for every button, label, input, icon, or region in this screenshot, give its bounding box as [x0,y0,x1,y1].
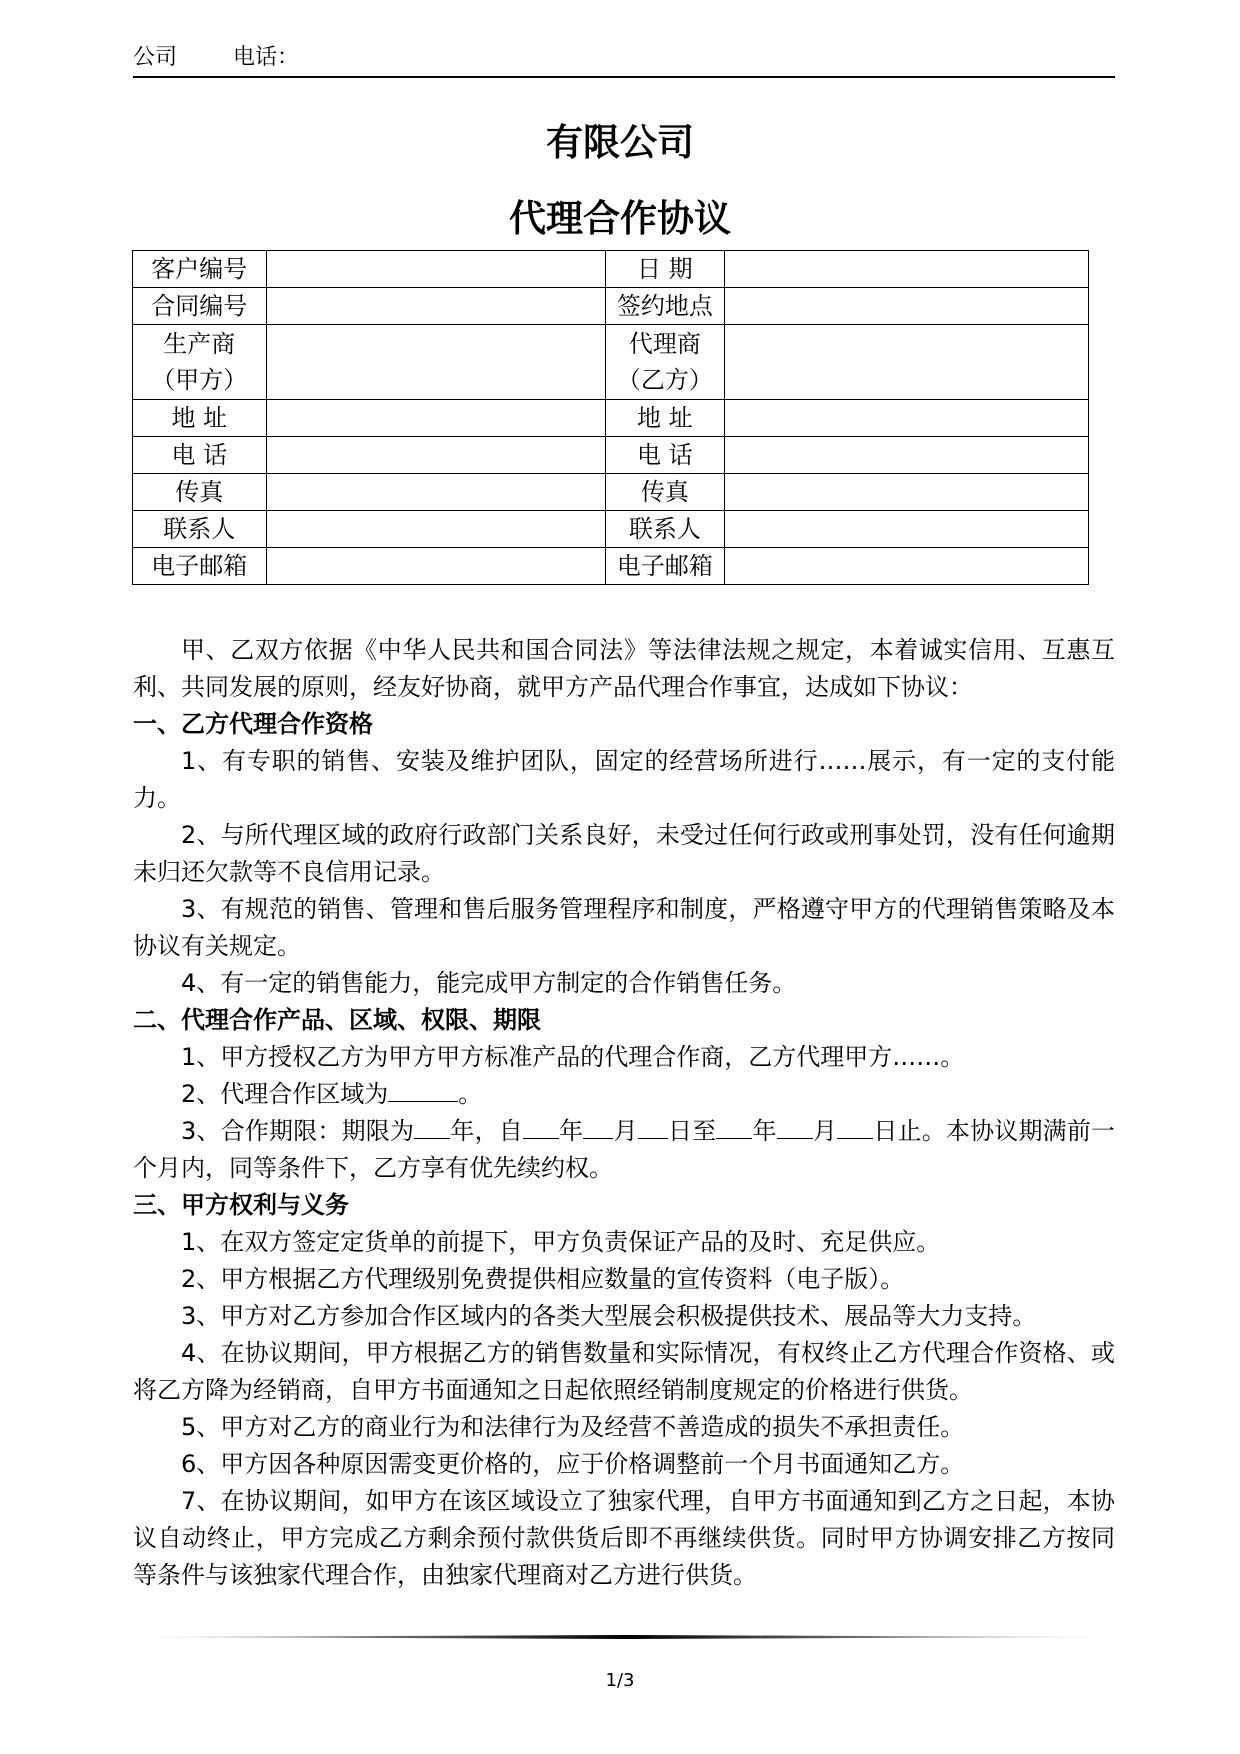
section-3-item: 5、甲方对乙方的商业行为和法律行为及经营不善造成的损失不承担责任。 [181,1413,965,1441]
value-contact-a[interactable] [266,511,605,548]
label-manufacturer [133,325,267,400]
term-blank[interactable] [837,1114,873,1139]
footer-divider [133,1635,1115,1639]
value-manufacturer[interactable] [266,325,605,400]
section-1-item: 3、有规范的销售、管理和售后服务管理程序和制度，严格遵守甲方的代理销售策略及本协议有关规定。 [133,895,1115,960]
table-row [133,548,1089,585]
section-3-item: 4、在协议期间，甲方根据乙方的销售数量和实际情况，有权终止乙方代理合作资格、或将乙方降为经销商，自甲方书面通知之日起依照经销制度规定的价格进行供货。 [133,1339,1115,1404]
value-customer-no[interactable] [266,251,605,288]
label-address-b: 地 址 [606,400,725,437]
section-2-heading: 二、代理合作产品、区域、权限、期限 [133,1006,541,1034]
section-1-item: 1、有专职的销售、安装及维护团队，固定的经营场所进行……展示，有一定的支付能力。 [133,747,1115,812]
header-phone-label: 电话： [233,45,300,70]
value-phone-b[interactable] [724,437,1088,474]
value-date[interactable] [724,251,1088,288]
value-email-b[interactable] [724,548,1088,585]
value-contract-no[interactable] [266,288,605,325]
term-blank[interactable] [638,1114,668,1139]
table-row [133,251,1089,288]
page-header [133,40,1115,78]
term-text: 年 [558,1117,584,1145]
header-company: 公司 [133,45,178,70]
value-contact-b[interactable] [724,511,1088,548]
term-blank[interactable] [583,1114,613,1139]
intro-paragraph: 甲、乙双方依据《中华人民共和国合同法》等法律法规之规定，本着诚实信用、互惠互利、共同发展的原则，经友好协商，就甲方产品代理合作事宜，达成如下协议： [133,636,1115,701]
value-agent[interactable] [724,325,1088,400]
table-row [133,511,1089,548]
label-email-a: 电子邮箱 [133,548,267,585]
value-fax-a[interactable] [266,474,605,511]
section-3-item: 7、在协议期间，如甲方在该区域设立了独家代理，自甲方书面通知到乙方之日起，本协议自动终止，甲方完成乙方剩余预付款供货后即不再继续供货。同时甲方协调安排乙方按同等条件与该独家代理合作，由独家代理商对乙方进行供货。 [133,1487,1115,1589]
term-text: 月 [812,1117,838,1145]
term-text: 日至 [667,1117,717,1145]
label-agent-line2: （乙方） [616,366,713,394]
label-contact-a: 联系人 [133,511,267,548]
label-manufacturer-line1: 生产商 [163,330,236,358]
label-manufacturer-line2: （甲方） [151,366,248,394]
section-2-item [133,1113,1115,1187]
term-blank[interactable] [716,1114,752,1139]
agreement-body [133,632,1115,1594]
value-signing-place[interactable] [724,288,1088,325]
section-3-item: 2、甲方根据乙方代理级别免费提供相应数量的宣传资料（电子版）。 [181,1265,905,1293]
label-customer-no: 客户编号 [133,251,267,288]
section-3-item: 1、在双方签定定货单的前提下，甲方负责保证产品的及时、充足供应。 [181,1228,941,1256]
table-row [133,400,1089,437]
document-title: 代理合作协议 [509,197,731,240]
page-number: 1/3 [605,1670,635,1691]
term-blank[interactable] [777,1114,813,1139]
section-3-item: 3、甲方对乙方参加合作区域内的各类大型展会积极提供技术、展品等大力支持。 [181,1302,1037,1330]
section-3-item: 6、甲方因各种原因需变更价格的，应于价格调整前一个月书面通知乙方。 [181,1450,965,1478]
label-phone-a: 电 话 [133,437,267,474]
label-contact-b: 联系人 [606,511,725,548]
term-text: 年 [752,1117,777,1145]
term-text: 月 [613,1117,638,1145]
region-text: 2、代理合作区域为 [181,1080,389,1108]
term-blank[interactable] [414,1114,450,1139]
region-suffix: 。 [458,1080,483,1108]
section-1-heading: 一、乙方代理合作资格 [133,710,373,738]
section-2-item [133,1076,1115,1113]
term-text: 日止。本协议期满前一个月内，同等条件下，乙方享有优先续约权。 [133,1117,1116,1182]
value-address-b[interactable] [724,400,1088,437]
info-table [132,250,1089,585]
term-blank[interactable] [523,1114,559,1139]
label-signing-place: 签约地点 [606,288,725,325]
label-fax-a: 传真 [133,474,267,511]
region-blank[interactable] [388,1077,458,1102]
section-3-heading: 三、甲方权利与义务 [133,1191,349,1219]
table-row [133,474,1089,511]
term-text: 年，自 [450,1117,523,1145]
label-agent-line1: 代理商 [628,330,701,358]
label-address-a: 地 址 [133,400,267,437]
value-phone-a[interactable] [266,437,605,474]
section-1-item: 2、与所代理区域的政府行政部门关系良好，未受过任何行政或刑事处罚，没有任何逾期未归还欠款等不良信用记录。 [133,821,1115,886]
value-fax-b[interactable] [724,474,1088,511]
label-contract-no: 合同编号 [133,288,267,325]
section-2-item: 1、甲方授权乙方为甲方甲方标准产品的代理合作商，乙方代理甲方……。 [181,1043,965,1071]
term-text: 3、合作期限：期限为 [181,1117,415,1145]
label-email-b: 电子邮箱 [606,548,725,585]
table-row [133,288,1089,325]
label-date: 日 期 [606,251,725,288]
value-email-a[interactable] [266,548,605,585]
table-row [133,325,1089,400]
label-fax-b: 传真 [606,474,725,511]
label-phone-b: 电 话 [606,437,725,474]
section-1-item: 4、有一定的销售能力，能完成甲方制定的合作销售任务。 [181,969,797,997]
company-title: 有限公司 [546,121,694,164]
value-address-a[interactable] [266,400,605,437]
table-row [133,437,1089,474]
label-agent [606,325,725,400]
